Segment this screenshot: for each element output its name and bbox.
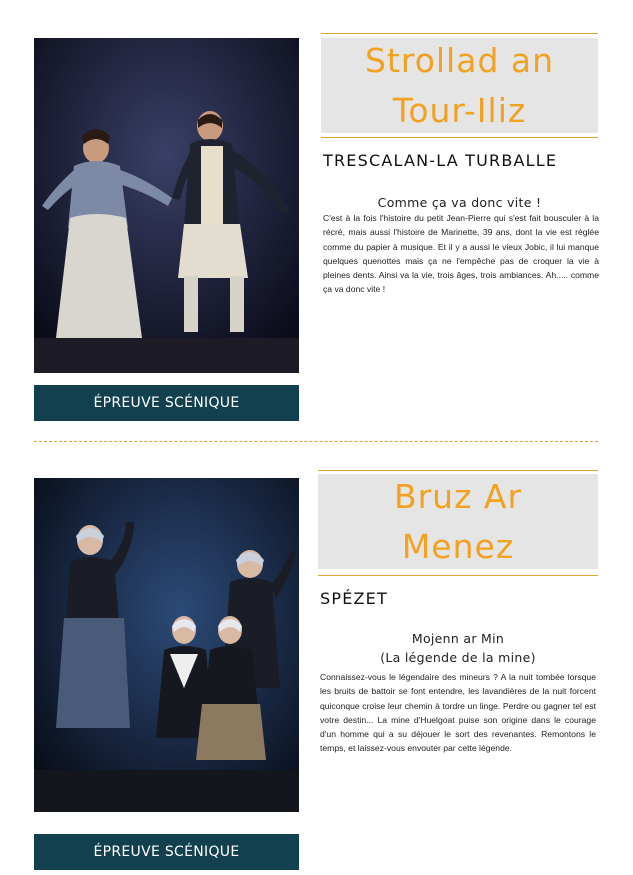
show-title [321,193,598,212]
show-description: C'est à la fois l'histoire du petit Jean-Pierre qui s'est fait bousculer à la récré, mais aussi l'histoire de Marinette, 39 ans, dont la vie est réglée comme du papier à musique. Et il y a aussi le vieux Jobic, il lui manque quelques quenottes mais ça ne l'empêche pas de croquer la vie à pleines dents. Ainsi va la vie, trois âges, trois ambiances. Ah..... comme ça va donc vite ! [323,213,599,295]
title-rule-top [321,33,598,34]
group-title [365,36,554,136]
group-town: TRESCALAN-LA TURBALLE [323,151,558,170]
title-rule-bottom [321,137,598,138]
stage-photo-dancers [34,478,299,812]
stage-event-badge: ÉPREUVE SCÉNIQUE [34,385,299,421]
section-divider [34,441,598,442]
group-town: SPÉZET [320,589,388,608]
show-description: Connaissez-vous le légendaire des mineurs ? A la nuit tombée lorsque les bruits de battoir se font entendre, les lavandières de la nuit forcent quiconque croise leur chemin à tordre un linge. Perdre ou gagner tel est votre destin... La mine d'Huelgoat puise son origine dans le courage d'un homme qui a su déjouer le sort des revenantes. Remontons le temps, et laissez-vous envouter par cette légende. [320,672,596,754]
show-title [318,629,598,667]
title-rule-bottom [318,575,598,576]
stage-event-badge: ÉPREUVE SCÉNIQUE [34,834,299,870]
show-title-line-1: Comme ça va donc vite ! [377,195,542,210]
show-title-line-1: Mojenn ar Min [411,631,505,646]
stage-photo-couple [34,38,299,373]
title-box [318,474,598,569]
group-title-line-2: Tour-Iliz [392,90,527,130]
group-title-line-1: Strollad an [364,40,555,80]
group-title [394,472,522,572]
group-title-line-1: Bruz Ar [393,476,523,516]
group-title-line-2: Menez [401,526,515,566]
title-box [321,38,598,133]
show-title-line-2: (La légende de la mine) [380,650,536,665]
